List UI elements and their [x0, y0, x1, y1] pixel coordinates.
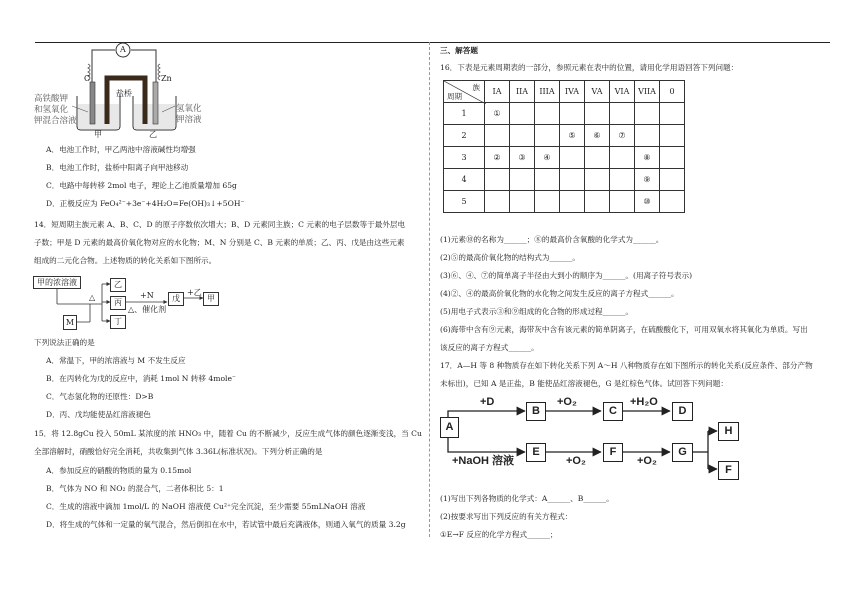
q17-stem-line: 17．A—H 等 8 种物质存在如下转化关系下列 A～H 八种物质存在如下图所示的转化关系(反应条件、部分产物: [440, 361, 813, 370]
label-plus-naoh: +NaOH 溶液: [452, 455, 515, 467]
salt-bridge-label: 盐桥: [116, 89, 132, 98]
label-plus-o2: +O₂: [637, 455, 657, 467]
group-header: 0: [660, 81, 685, 103]
electrode-label-c: C: [84, 74, 91, 83]
left-solution-line: 和氢氧化: [34, 105, 69, 115]
catalyst-label: △、催化剂: [128, 305, 167, 314]
q16-part: (1)元素⑩的名称为______；⑧的最高价含氧酸的化学式为______。: [440, 235, 664, 244]
q16-part: (5)用电子式表示③和⑨组成的化合物的形成过程______。: [440, 307, 634, 316]
q14-option: C．气态氢化物的还原性：D>B: [46, 392, 154, 401]
q14-stem-line: 子数；甲是 D 元素的最高价氧化物对应的水化物；M、N 分别是 C、B 元素的单质；乙、丙、戊是由这些元素: [34, 238, 405, 247]
group-header: VIIA: [635, 81, 660, 103]
q17-part: (2)按要求写出下列反应的有关方程式：: [440, 512, 573, 521]
period-number: 5: [444, 191, 485, 213]
q16-part: (6)海带中含有⑨元素，海带灰中含有该元素的简单阴离子，在硫酸酸化下，可用双氧水将其氧化为单质。写出: [440, 325, 808, 334]
period-number: 2: [444, 125, 485, 147]
q16-stem: 16．下表是元素周期表的一部分，参照元素在表中的位置，请用化学用语回答下列问题：: [440, 63, 739, 72]
label-plus-h2o: +H₂O: [630, 396, 658, 408]
box-yi: 乙: [110, 278, 126, 292]
electrode-label-zn: Zn: [161, 74, 172, 83]
plus-n-label: +N: [140, 291, 154, 300]
corner-group-label: 族: [472, 83, 480, 92]
q16-part: (4)②、④的最高价氧化物的水化物之间发生反应的离子方程式______。: [440, 289, 679, 298]
q15-option: C．生成的溶液中滴加 1mol/L 的 NaOH 溶液使 Cu²⁺完全沉淀，至少需要 55mLNaOH 溶液: [46, 502, 366, 511]
element-cell: ⑨: [635, 169, 660, 191]
left-solution-line: 高铁酸钾: [34, 94, 69, 104]
q15-option: D．将生成的气体和一定量的氧气混合，然后倒扣在水中，若试管中最后充满液体，则通入氧气的质量 3.2g: [46, 520, 406, 529]
node-b: B: [526, 402, 546, 421]
box-bing: 丙: [110, 296, 126, 310]
node-f: F: [603, 443, 623, 462]
box-m: M: [63, 315, 77, 330]
node-d: D: [672, 402, 693, 421]
q14-stem-line: 组成的二元化合物。上述物质的转化关系如下图所示。: [34, 256, 217, 265]
q16-part: 该反应的离子方程式______。: [440, 343, 539, 352]
corner-period-label: 周期: [447, 91, 462, 101]
heat-symbol: △: [89, 293, 96, 302]
plus-yi-label: +乙: [187, 288, 202, 297]
q15-stem-line: 15．将 12.8gCu 投入 50mL 某浓度的浓 HNO₃ 中，随着 Cu 的不断减少，反应生成气体的颜色逐渐变浅，当 Cu: [34, 429, 422, 438]
box-wu: 戊: [168, 292, 184, 306]
label-plus-o2: +O₂: [557, 396, 577, 408]
node-a: A: [440, 417, 459, 438]
period-number: 3: [444, 147, 485, 169]
node-g: G: [672, 443, 693, 462]
group-header: VA: [585, 81, 610, 103]
node-f-product: F: [718, 461, 739, 480]
element-cell: ①: [485, 103, 510, 125]
q17-part: ①E→F 反应的化学方程式______；: [440, 530, 558, 539]
q17-part: (1)写出下列各物质的化学式：A______、B______。: [440, 494, 614, 503]
node-h: H: [718, 422, 739, 441]
group-header: IA: [485, 81, 510, 103]
q13-option: D．正极反应为 FeO₄²⁻+3e⁻+4H₂O=Fe(OH)₃↓+5OH⁻: [46, 199, 245, 208]
box-jia-product: 甲: [203, 292, 219, 306]
q14-option: A．常温下，甲的浓溶液与 M 不发生反应: [46, 356, 186, 365]
q14-stem-line: 14．短周期主族元素 A、B、C、D 的原子序数依次增大；B、D 元素同主族；C 元素的电子层数等于最外层电: [34, 220, 406, 229]
section-title: 三、解答题: [440, 46, 478, 55]
label-plus-d: +D: [480, 396, 495, 408]
right-solution-line: 氢氧化: [176, 104, 202, 114]
q14-option: B．在丙转化为戊的反应中，消耗 1mol N 转移 4mole⁻: [46, 374, 236, 383]
group-header: IIA: [510, 81, 535, 103]
beaker-label-yi: 乙: [149, 130, 157, 139]
group-header: IVA: [560, 81, 585, 103]
group-header: VIA: [610, 81, 635, 103]
ammeter-label: A: [120, 45, 126, 54]
node-e: E: [526, 443, 546, 462]
right-solution-line: 钾溶液: [176, 115, 202, 125]
element-cell: ②: [485, 147, 510, 169]
q13-option: B．电池工作时，盐桥中阳离子向甲池移动: [46, 163, 189, 172]
period-number: 1: [444, 103, 485, 125]
element-cell: ⑥: [585, 125, 610, 147]
group-header: IIIA: [535, 81, 560, 103]
q15-option: B．气体为 NO 和 NO₂ 的混合气，二者体积比 5：1: [46, 484, 224, 493]
element-cell: ③: [510, 147, 535, 169]
element-cell: ⑤: [560, 125, 585, 147]
q14-option: D．丙、戊均能使品红溶液褪色: [46, 410, 151, 419]
q14-prompt: 下列说法正确的是: [34, 338, 95, 347]
period-number: 4: [444, 169, 485, 191]
element-cell: ⑦: [610, 125, 635, 147]
q13-option: A．电池工作时，甲乙两池中溶液碱性均增强: [46, 145, 196, 154]
beaker-label-jia: 甲: [94, 130, 102, 139]
q16-part: (2)⑤的最高价氧化物的结构式为______。: [440, 253, 580, 262]
node-c: C: [603, 402, 623, 421]
q17-stem-line: 未标出)，已知 A 是正盐，B 能使品红溶液褪色，G 是红棕色气体。试回答下列问题：: [440, 379, 728, 388]
element-cell: ⑧: [635, 147, 660, 169]
box-jia-concentrated: 甲的浓溶液: [33, 276, 81, 289]
label-plus-o2: +O₂: [566, 455, 586, 467]
left-solution-line: 钾混合溶液: [34, 116, 77, 126]
q16-part: (3)⑥、④、⑦的简单离子半径由大到小的顺序为______。(用离子符号表示): [440, 271, 693, 280]
box-ding: 丁: [110, 315, 126, 329]
element-cell: ⑩: [635, 191, 660, 213]
q13-option: C．电路中每转移 2mol 电子，理论上乙池质量增加 65g: [46, 181, 237, 190]
q15-option: A．参加反应的硝酸的物质的量为 0.15mol: [46, 466, 192, 475]
q15-stem-line: 全部溶解时，硝酸恰好完全消耗，共收集到气体 3.36L(标准状况)。下列分析正确的是: [34, 447, 323, 456]
element-cell: ④: [535, 147, 560, 169]
